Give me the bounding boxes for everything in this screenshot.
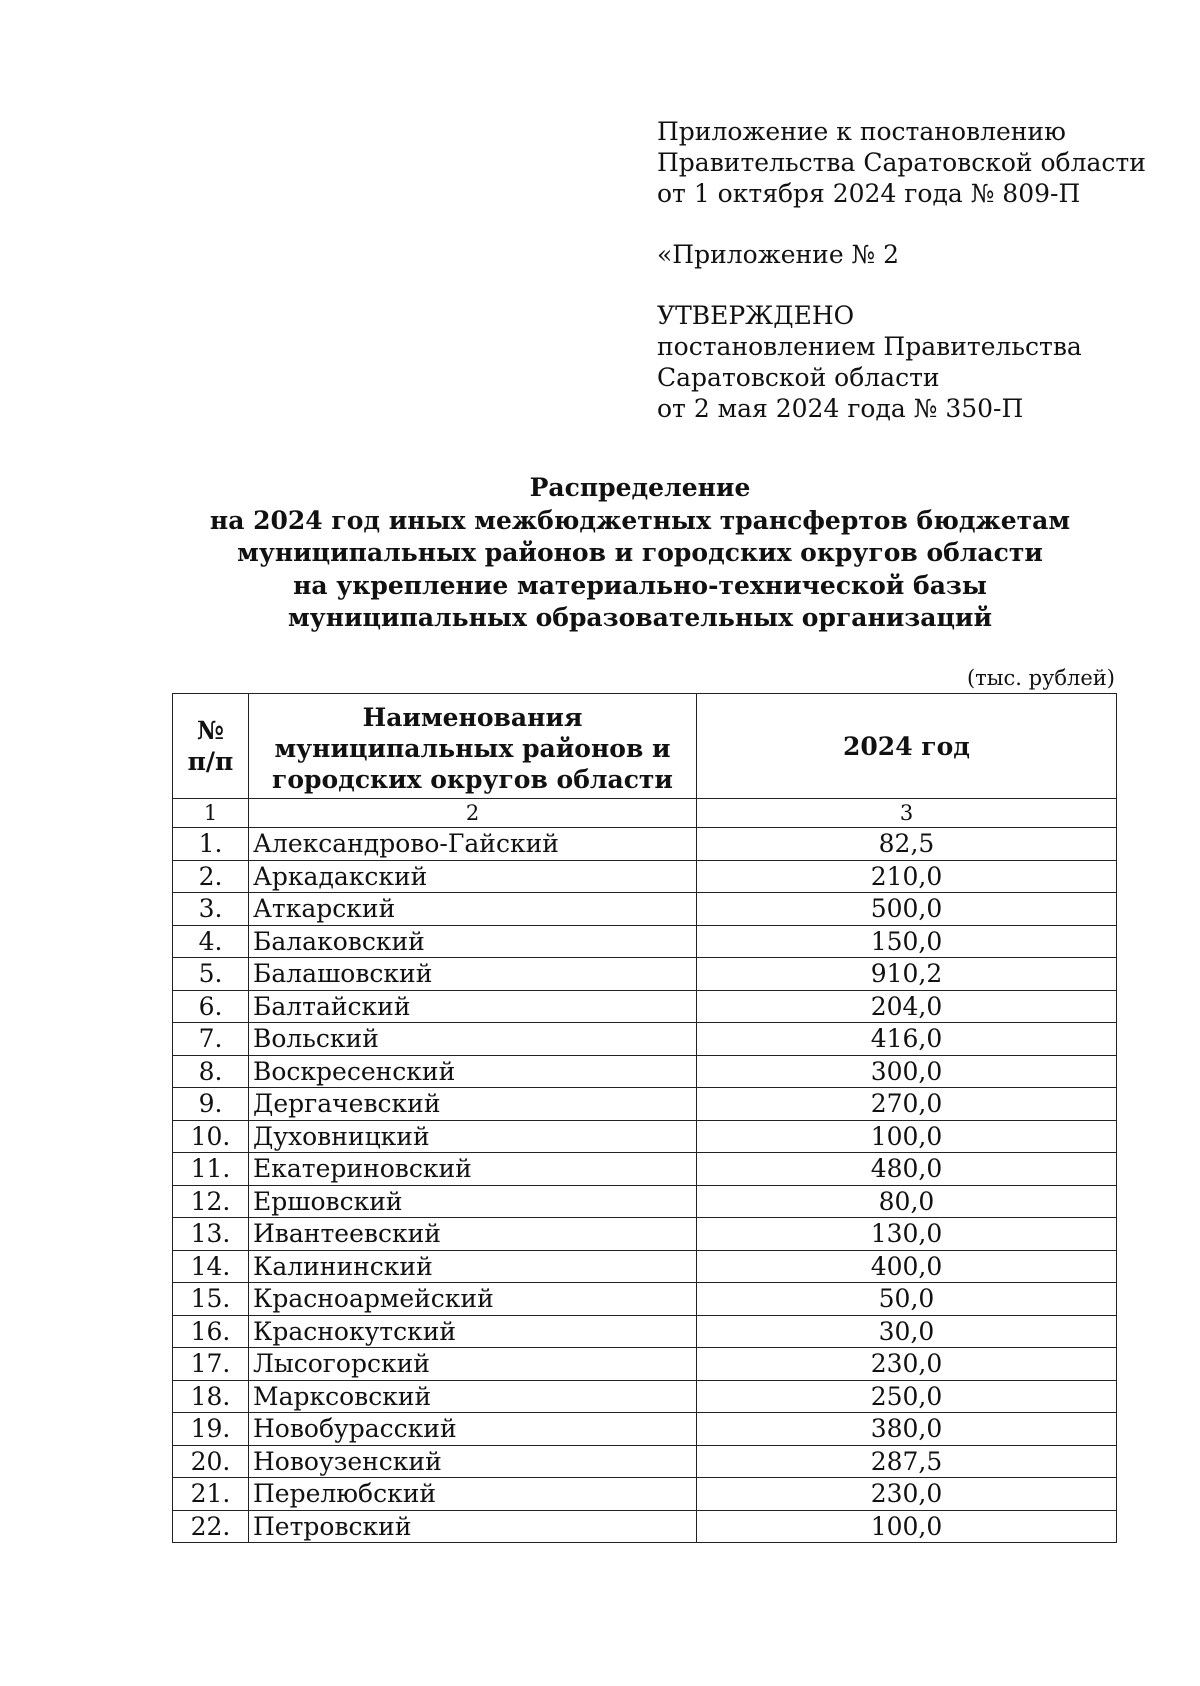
annex-label: «Приложение № 2 xyxy=(657,240,900,269)
district-name: Балтайский xyxy=(249,990,697,1023)
district-name: Аркадакский xyxy=(249,860,697,893)
amount-value: 500,0 xyxy=(697,893,1117,926)
appendix-line-1: Приложение к постановлению xyxy=(657,117,1066,146)
appendix-line-3: от 1 октября 2024 года № 809-П xyxy=(657,179,1081,208)
row-number: 20. xyxy=(173,1445,249,1478)
approved-label: УТВЕРЖДЕНО xyxy=(657,301,855,330)
table-row xyxy=(173,1023,1117,1056)
district-name: Ивантеевский xyxy=(249,1218,697,1251)
table-row xyxy=(173,1315,1117,1348)
amount-value: 50,0 xyxy=(697,1283,1117,1316)
table-row xyxy=(173,1250,1117,1283)
title-line-4: на укрепление материально-технической базы xyxy=(293,570,987,600)
column-index-3: 3 xyxy=(697,799,1117,828)
table-row xyxy=(173,893,1117,926)
row-number: 13. xyxy=(173,1218,249,1251)
table-row xyxy=(173,1510,1117,1543)
amount-value: 230,0 xyxy=(697,1348,1117,1381)
district-name: Аткарский xyxy=(249,893,697,926)
amount-value: 400,0 xyxy=(697,1250,1117,1283)
row-number: 1. xyxy=(173,828,249,861)
table-row xyxy=(173,1088,1117,1121)
amount-value: 250,0 xyxy=(697,1380,1117,1413)
table-header-row xyxy=(173,694,1117,799)
table-row xyxy=(173,958,1117,991)
amount-value: 82,5 xyxy=(697,828,1117,861)
amount-value: 380,0 xyxy=(697,1413,1117,1446)
amount-value: 204,0 xyxy=(697,990,1117,1023)
header-number-line-1: № xyxy=(196,716,225,745)
amount-value: 100,0 xyxy=(697,1120,1117,1153)
amount-value: 80,0 xyxy=(697,1185,1117,1218)
title-line-5: муниципальных образовательных организаций xyxy=(287,603,993,632)
table-row xyxy=(173,1120,1117,1153)
approved-line-3: Саратовской области xyxy=(657,363,940,392)
row-number: 17. xyxy=(173,1348,249,1381)
district-name: Лысогорский xyxy=(249,1348,697,1381)
table-row xyxy=(173,1283,1117,1316)
table-row xyxy=(173,925,1117,958)
district-name: Красноармейский xyxy=(249,1283,697,1316)
amount-value: 416,0 xyxy=(697,1023,1117,1056)
header-block xyxy=(657,116,1177,424)
title-line-1: Распределение xyxy=(529,473,751,502)
amount-value: 150,0 xyxy=(697,925,1117,958)
row-number: 18. xyxy=(173,1380,249,1413)
district-name: Воскресенский xyxy=(249,1055,697,1088)
district-name: Дергачевский xyxy=(249,1088,697,1121)
row-number: 15. xyxy=(173,1283,249,1316)
table-row xyxy=(173,1380,1117,1413)
document-title xyxy=(170,472,1110,635)
district-name: Ершовский xyxy=(249,1185,697,1218)
district-name: Балашовский xyxy=(249,958,697,991)
header-year: 2024 год xyxy=(697,694,1117,799)
amount-value: 130,0 xyxy=(697,1218,1117,1251)
distribution-table xyxy=(172,693,1117,1543)
amount-value: 910,2 xyxy=(697,958,1117,991)
row-number: 19. xyxy=(173,1413,249,1446)
table-row xyxy=(173,1348,1117,1381)
row-number: 11. xyxy=(173,1153,249,1186)
amount-value: 480,0 xyxy=(697,1153,1117,1186)
row-number: 2. xyxy=(173,860,249,893)
column-index-1: 1 xyxy=(173,799,249,828)
table-row xyxy=(173,990,1117,1023)
approved-line-2: постановлением Правительства xyxy=(657,332,1082,361)
row-number: 8. xyxy=(173,1055,249,1088)
header-district-name: Наименования муниципальных районов и городских округов области xyxy=(249,694,697,799)
row-number: 21. xyxy=(173,1478,249,1511)
district-name: Балаковский xyxy=(249,925,697,958)
amount-value: 30,0 xyxy=(697,1315,1117,1348)
district-name: Перелюбский xyxy=(249,1478,697,1511)
table-row xyxy=(173,1413,1117,1446)
row-number: 7. xyxy=(173,1023,249,1056)
row-number: 9. xyxy=(173,1088,249,1121)
row-number: 5. xyxy=(173,958,249,991)
table-row xyxy=(173,1445,1117,1478)
header-number-line-2: п/п xyxy=(187,747,234,776)
row-number: 16. xyxy=(173,1315,249,1348)
district-name: Петровский xyxy=(249,1510,697,1543)
approved-line-4: от 2 мая 2024 года № 350-П xyxy=(657,394,1024,423)
district-name: Краснокутский xyxy=(249,1315,697,1348)
table-row xyxy=(173,1478,1117,1511)
row-number: 6. xyxy=(173,990,249,1023)
amount-value: 230,0 xyxy=(697,1478,1117,1511)
district-name: Екатериновский xyxy=(249,1153,697,1186)
units-label: (тыс. рублей) xyxy=(966,666,1115,690)
table-row xyxy=(173,1153,1117,1186)
amount-value: 210,0 xyxy=(697,860,1117,893)
district-name: Калининский xyxy=(249,1250,697,1283)
district-name: Новобурасский xyxy=(249,1413,697,1446)
district-name: Новоузенский xyxy=(249,1445,697,1478)
amount-value: 300,0 xyxy=(697,1055,1117,1088)
row-number: 22. xyxy=(173,1510,249,1543)
district-name: Александрово-Гайский xyxy=(249,828,697,861)
column-index-2: 2 xyxy=(249,799,697,828)
appendix-line-2: Правительства Саратовской области xyxy=(657,148,1146,177)
row-number: 12. xyxy=(173,1185,249,1218)
amount-value: 287,5 xyxy=(697,1445,1117,1478)
table-row xyxy=(173,860,1117,893)
amount-value: 270,0 xyxy=(697,1088,1117,1121)
table-row xyxy=(173,1185,1117,1218)
row-number: 10. xyxy=(173,1120,249,1153)
district-name: Духовницкий xyxy=(249,1120,697,1153)
row-number: 3. xyxy=(173,893,249,926)
column-index-row xyxy=(173,799,1117,828)
row-number: 4. xyxy=(173,925,249,958)
district-name: Марксовский xyxy=(249,1380,697,1413)
title-line-2: на 2024 год иных межбюджетных трансфертов бюджетам xyxy=(209,505,1071,535)
table-row xyxy=(173,1218,1117,1251)
district-name: Вольский xyxy=(249,1023,697,1056)
header-number xyxy=(173,694,249,799)
row-number: 14. xyxy=(173,1250,249,1283)
title-line-3: муниципальных районов и городских округов области xyxy=(237,538,1043,567)
table-row xyxy=(173,828,1117,861)
amount-value: 100,0 xyxy=(697,1510,1117,1543)
table-row xyxy=(173,1055,1117,1088)
